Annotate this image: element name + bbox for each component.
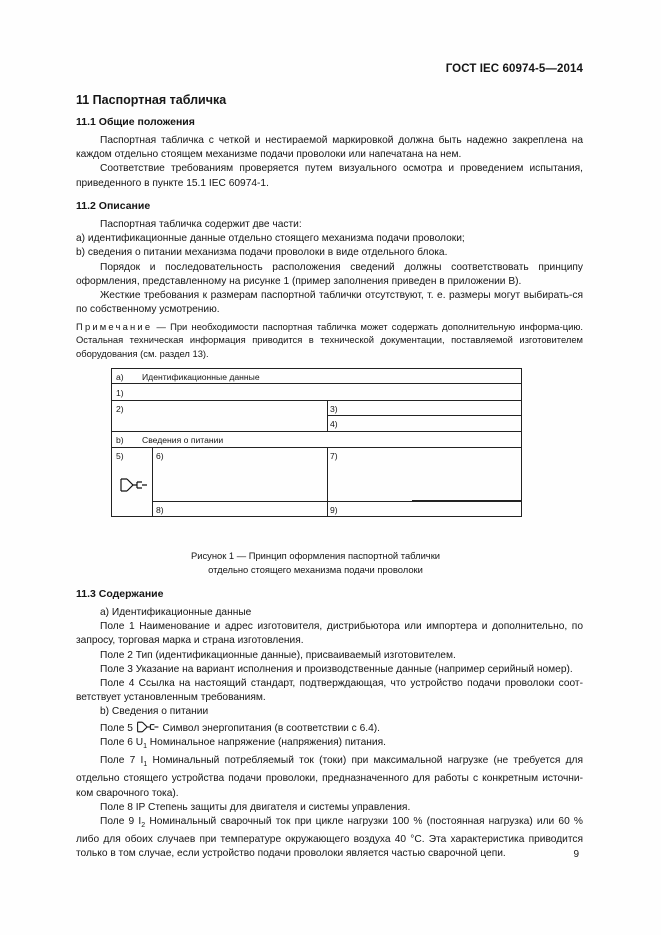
- identification-heading: Идентификационные данные: [142, 372, 260, 382]
- list-heading: а) Идентификационные данные: [100, 607, 252, 618]
- note-text: — При необходимости паспортная табличка может содержать дополнительную информа-цию. Остальная техническая информация приводится в технической документации, поставляемой изготовителем оборудования (см. раздел 13).: [76, 321, 583, 359]
- figure-line: [152, 447, 153, 516]
- field-label-a: а): [116, 372, 124, 382]
- page-number: 9: [573, 849, 579, 860]
- field-description: [76, 736, 583, 754]
- subscript: 1: [143, 761, 148, 769]
- field-6: 6): [156, 451, 164, 461]
- subsection-11-2-body: [76, 218, 583, 317]
- paragraph: Паспортная табличка содержит две части:: [100, 219, 302, 230]
- field-prefix: Поле 6 U: [100, 736, 144, 748]
- field-description: [76, 815, 583, 862]
- figure-line: [112, 431, 521, 432]
- field-description: Поле 1 Наименование и адрес изготовителя, дистрибьютора или импортера и дополнительно, по запросу, торговая марка и страна изготовления.: [76, 621, 583, 647]
- field-text: Символ энергопитания (в соответствии с 6.4).: [159, 722, 380, 734]
- field-prefix: Поле 9 I: [100, 815, 142, 827]
- paragraph: Порядок и последовательность расположения сведений должны соответствовать принципу оформления, представленному на рисунке 1 (пример заполнения приведен в приложении В).: [76, 261, 583, 287]
- subsection-11-1-title: 11.1 Общие положения: [76, 116, 195, 128]
- figure-line: [327, 400, 328, 431]
- note-paragraph: [76, 320, 583, 360]
- list-item: b) сведения о питании механизма подачи проволоки в виде отдельного блока.: [76, 247, 448, 259]
- power-supply-heading: Сведения о питании: [142, 435, 224, 445]
- note-label: Примечание: [76, 321, 153, 332]
- field-description: Поле 2 Тип (идентификационные данные), присваиваемый изготовителем.: [100, 649, 456, 661]
- caption-line: Рисунок 1 — Принцип оформления паспортной таблички: [190, 550, 441, 561]
- figure-caption: [111, 549, 520, 576]
- section-title: 11 Паспортная табличка: [76, 93, 227, 107]
- paragraph: Соответствие требованиям проверяется путем визуального осмотра и проведением испытания, приведенного в пункте 15.1 IEC 60974-1.: [76, 163, 583, 189]
- field-prefix: Поле 5: [100, 722, 136, 734]
- field-4: 4): [330, 419, 338, 429]
- nameplate-figure: [111, 368, 522, 517]
- field-9: 9): [330, 505, 338, 515]
- paragraph: Жесткие требования к размерам паспортной таблички отсутствуют, т. е. размеры могут выбирать-ся по собственному усмотрению.: [76, 290, 583, 316]
- mains-plug-icon: [119, 477, 149, 493]
- figure-line: [327, 415, 521, 416]
- figure-line: [112, 383, 521, 384]
- figure-line: [152, 501, 521, 502]
- mains-plug-icon: [136, 720, 160, 734]
- note: [76, 320, 583, 360]
- field-8: 8): [156, 505, 164, 515]
- caption-line: отдельно стоящего механизма подачи проволоки: [208, 563, 423, 575]
- field-prefix: Поле 7 I: [100, 755, 144, 767]
- subscript: 1: [143, 742, 147, 750]
- field-1: 1): [116, 388, 124, 398]
- list-heading: b) Сведения о питании: [100, 706, 209, 718]
- field-text: Номинальный потребляемый ток (токи) при максимальной нагрузке (не требуется для отдельно стоящего устройства подачи проволоки, предназначенного для работы с конкретным источни-ком сварочного тока).: [76, 755, 583, 799]
- field-description: [76, 720, 583, 736]
- subsection-11-1-body: [76, 134, 583, 191]
- paragraph: Паспортная табличка с четкой и нестираемой маркировкой должна быть надежно закреплена на каждом отдельно стоящем механизме подачи проволоки или напечатана на нем.: [76, 135, 583, 161]
- subscript: 2: [141, 821, 146, 829]
- list-item: а) идентификационные данные отдельно стоящего механизма подачи проволоки;: [76, 233, 465, 245]
- field-description: Поле 8 IP Степень защиты для двигателя и системы управления.: [100, 801, 411, 813]
- field-2: 2): [116, 404, 124, 414]
- subsection-11-3-body: [76, 606, 583, 862]
- field-5: 5): [116, 451, 124, 461]
- field-description: Поле 4 Ссылка на настоящий стандарт, подтверждающая, что устройство подачи проволоки соот-ветствует установленным требованиям.: [76, 678, 583, 704]
- figure-line: [327, 447, 328, 516]
- figure-line: [412, 500, 521, 501]
- figure-line: [112, 447, 521, 448]
- subsection-11-2-title: 11.2 Описание: [76, 200, 151, 212]
- field-label-b: b): [116, 435, 124, 445]
- field-7: 7): [330, 451, 338, 461]
- field-3: 3): [330, 404, 338, 414]
- standard-number: ГОСТ IEC 60974-5—2014: [445, 63, 583, 75]
- field-description: [76, 754, 583, 801]
- field-text: Номинальное напряжение (напряжения) питания.: [146, 736, 386, 748]
- field-description: Поле 3 Указание на вариант исполнения и производственные данные (например серийный номер).: [100, 663, 573, 675]
- subsection-11-3-title: 11.3 Содержание: [76, 588, 164, 600]
- figure-line: [112, 400, 521, 401]
- field-text: Номинальный сварочный ток при цикле нагрузки 100 % (постоянная нагрузка) или 60 % либо для обоих случаев при температуре окружающего воздуха 40 °C. Эта характеристика приводится только в том случае, если устройство подачи проволоки является частью сварочной цепи.: [76, 815, 583, 860]
